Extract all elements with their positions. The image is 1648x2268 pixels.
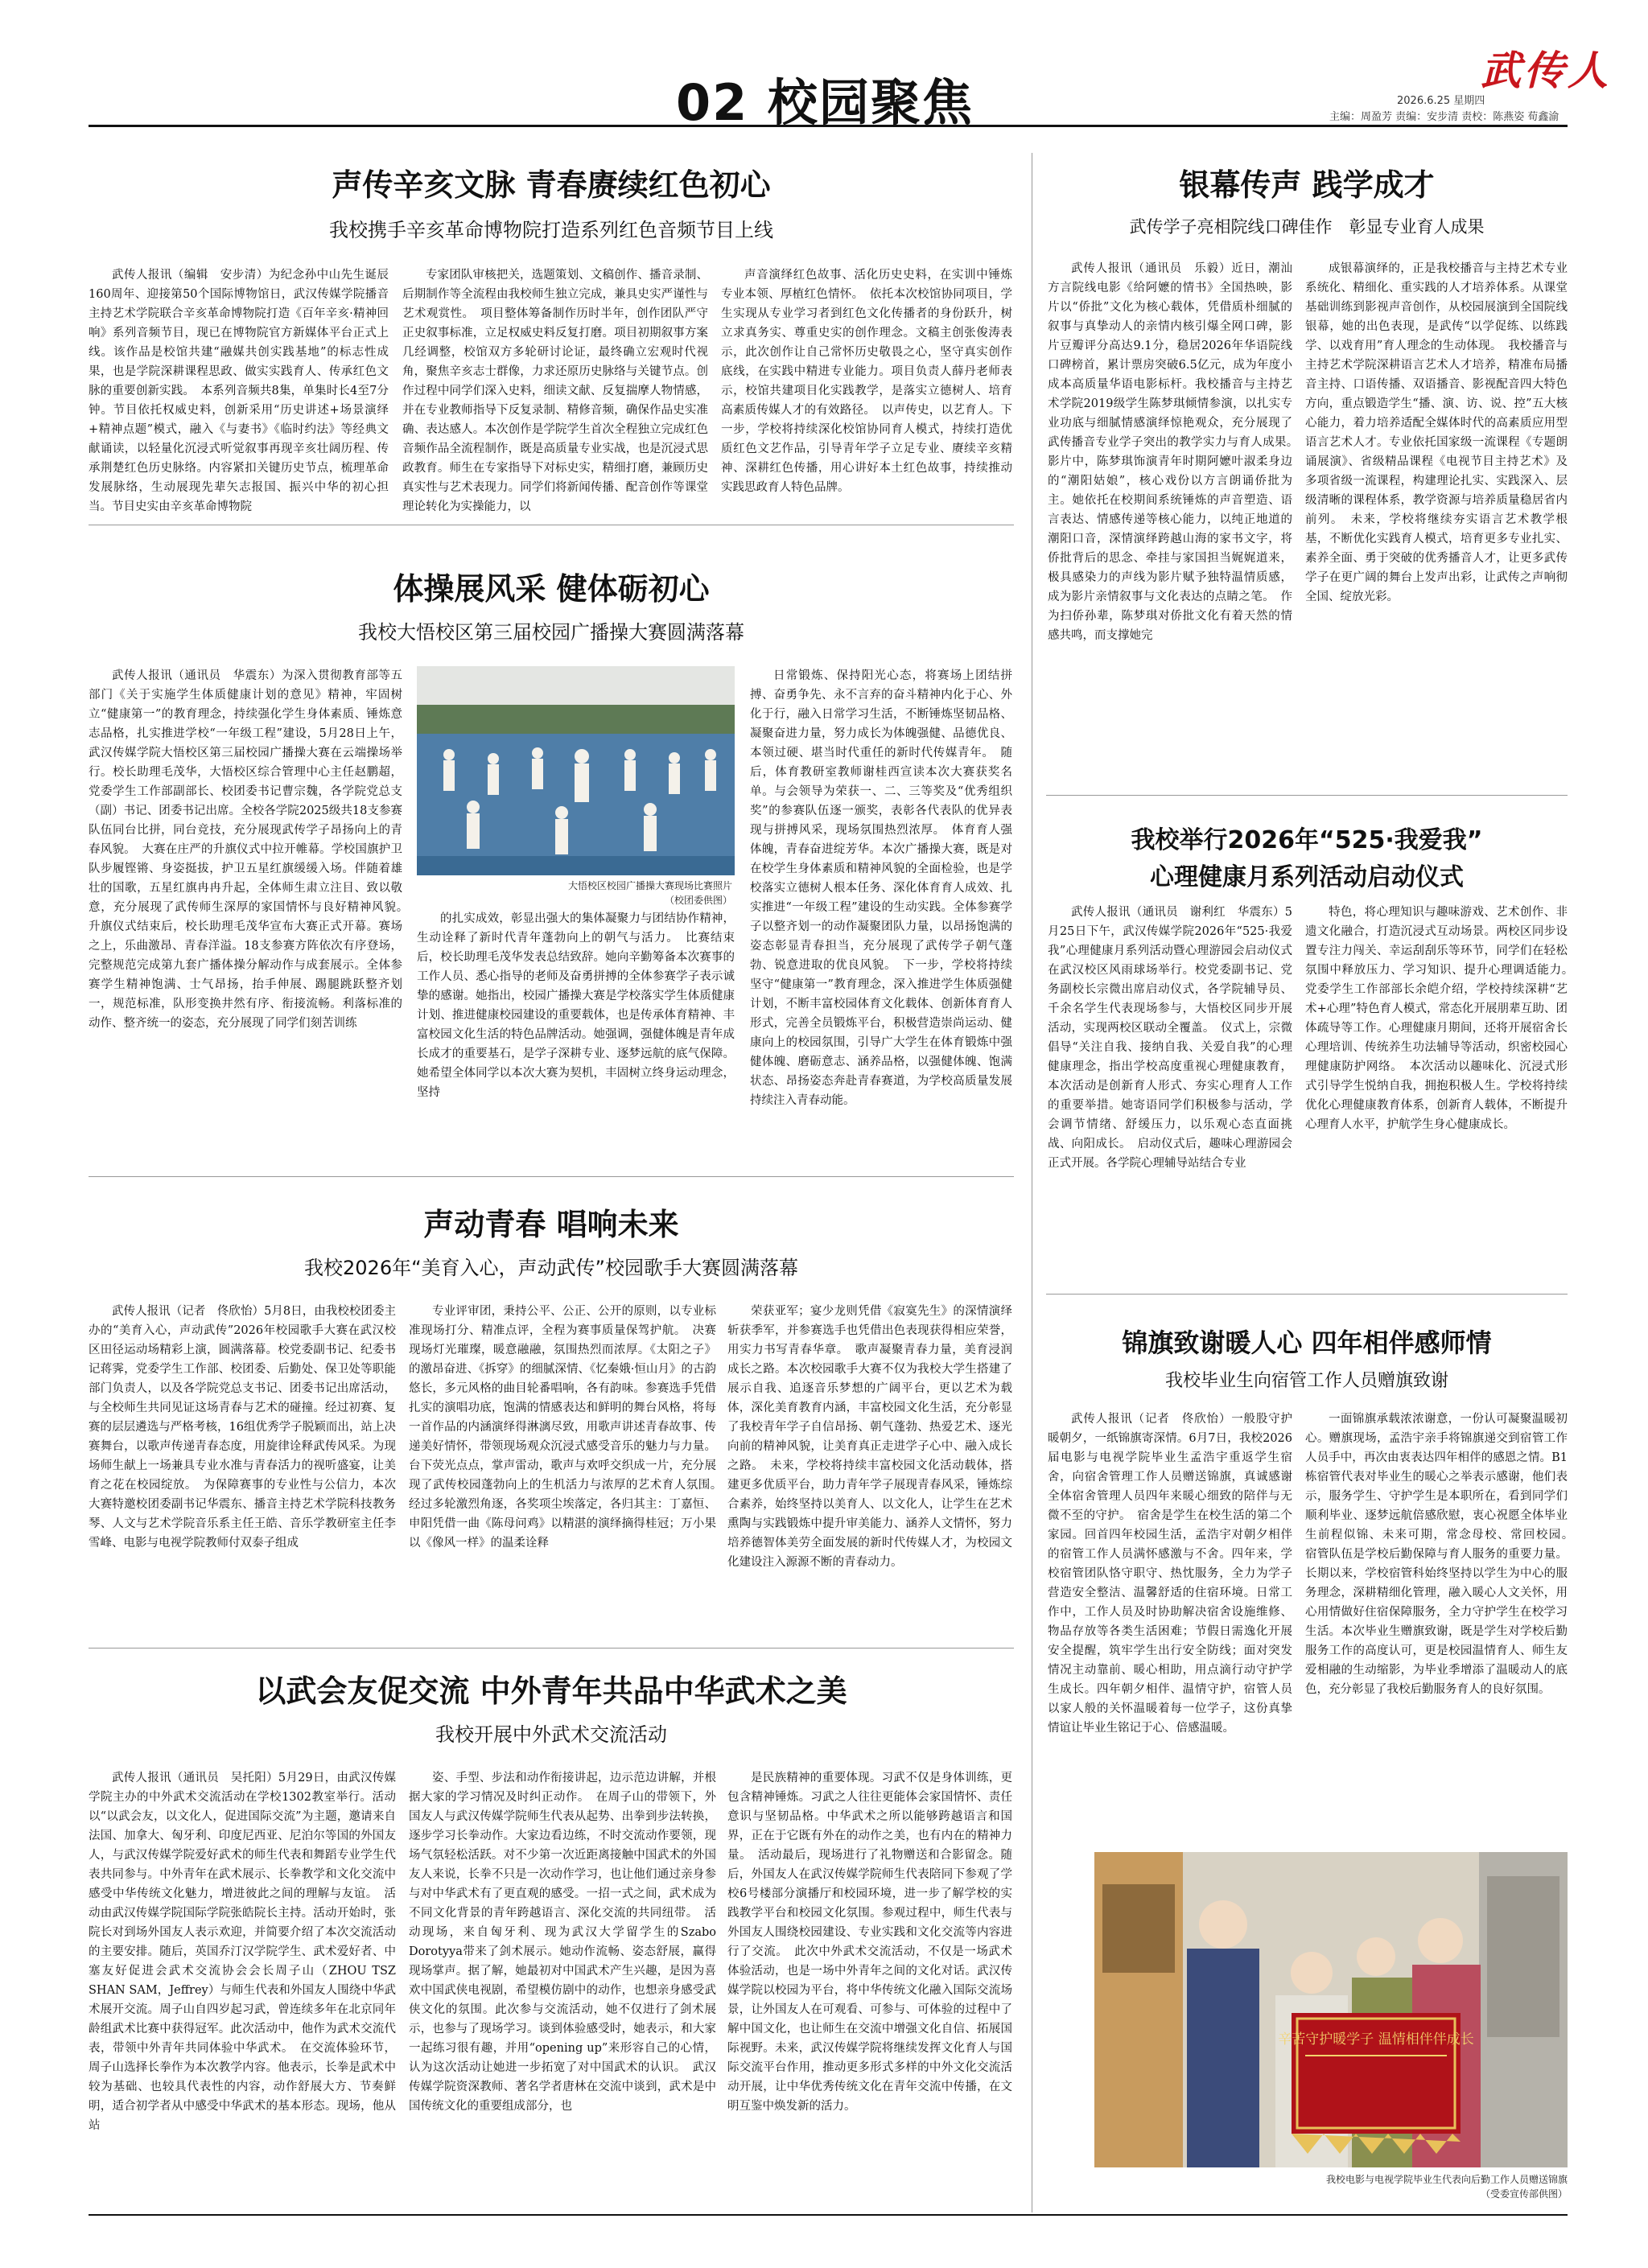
a1-title: 声传辛亥文脉 青春赓续红色初心: [332, 167, 771, 203]
a3-subtitle: 我校2026年“美育入心，声动武传”校园歌手大赛圆满落幕: [304, 1257, 798, 1279]
a1-col1: 武传人报讯（编辑 安步清）为纪念孙中山先生诞辰160周年、迎接第50个国际博物馆日，武汉传媒学院播音主持艺术学院联合辛亥革命博物院打造《百年辛亥·精神回响》系列音频节目，现已在博物院官方新媒体平台正式上线。该作品是校馆共建“融媒共创实践基地”的标志性成果，也是学院深耕课程思政、做实实践育人、传承红色文脉的重要创新实践。 本系列音频共8集，单集时长4至7分钟。节目依托权威史料，创新采用“历史讲述+场景演绎+精神点题”模式，融入《与妻书》《临时约法》等经典文献诵读，以轻量化沉浸式听觉叙事再现辛亥壮阔历程、传承荆楚红色历史脉络。内容紧扣关键历史节点，梳理革命发展脉络，生动展现先辈矢志报国、振兴中华的初心担当。节目史实由辛亥革命博物院: [89, 269, 389, 513]
a6-col1: 武传人报讯（通讯员 谢利红 华震东）5月25日下午，武汉传媒学院2026年“525·我爱我”心理健康月系列活动暨心理游园会启动仪式在武汉校区风雨球场举行。校党委副书记、党务副校长宗微出席启动仪式，各学院辅导员、千余名学生代表现场参与，大悟校区同步开展活动，实现两校区联动全覆盖。 仪式上，宗微倡导“关注自我、接纳自我、关爱自我”的心理健康理念，指出学校高度重视心理健康教育，本次活动是创新育人形式、夯实心理育人工作的重要举措。她寄语同学们积极参与活动，学会调节情绪、舒缓压力，以乐观心态直面挑战、向阳成长。 启动仪式后，趣味心理游园会正式开展。各学院心理辅导站结合专业: [1048, 906, 1292, 1170]
a1-col2: 专家团队审核把关，选题策划、文稿创作、播音录制、后期制作等全流程由我校师生独立完成，兼具史实严谨性与艺术观赏性。 项目整体筹备制作历时半年，创作团队严守正史叙事标准，立足权威史料反复打磨。项目初期叙事方案几经调整，校馆双方多轮研讨论证，最终确立宏观时代视角，聚焦辛亥志士群像，力求还原历史脉络与关键节点。创作过程中同学们深入史料，细读文献、反复揣摩人物情感，并在专业教师指导下反复录制、精修音频，确保作品史实准确、表达感人。本次创作是学院学生首次全程独立完成红色音频作品全流程制作，既是高质量专业实战，也是沉浸式思政教育。师生在专家指导下对标史实，精细打磨，兼顾历史真实性与艺术表现力。同学们将新闻传播、配音创作等课堂理论转化为实操能力，以: [402, 269, 708, 513]
a3-col2: 专业评审团，秉持公平、公正、公开的原则，以专业标准现场打分、精准点评，全程为赛事质量保驾护航。 决赛现场灯光璀璨，暖意融融，氛围热烈而浓厚。《太阳之子》的激昂奋进、《拆穿》的细腻深情、《忆秦娥·恒山月》的古韵悠长，多元风格的曲目轮番唱响，各有韵味。参赛选手凭借扎实的演唱功底，饱满的情感表达和鲜明的舞台风格，将每一首作品的内涵演绎得淋漓尽致，用歌声讲述青春故事、传递美好情怀，带领现场观众沉浸式感受音乐的魅力与力量。台下荧光点点，掌声雷动，歌声与欢呼交织成一片，充分展现了武传校园蓬勃向上的生机活力与浓厚的艺术育人氛围。 经过多轮激烈角逐，各奖项尘埃落定，各归其主：丁嘉恒、申阳凭借一曲《陈母问鸡》以精湛的演绎摘得桂冠；万小果以《像风一样》的温柔诠释: [409, 1305, 728, 1550]
a2-subtitle: 我校大悟校区第三届校园广播操大赛圆满落幕: [358, 621, 744, 644]
a7-title: 锦旗致谢暖人心 四年相伴感师情: [1122, 1327, 1492, 1358]
a2-title: 体操展风采 健体砺初心: [393, 571, 710, 607]
a4-col3: 是民族精神的重要体现。习武不仅是身体训练，更包含精神锤炼。习武之人往往更能体会家国情怀、责任意识与坚韧品格。中华武术之所以能够跨越语言和国界，正在于它既有外在的动作之美，也有内在的精神力量。 活动最后，现场进行了礼物赠送和合影留念。随后，外国友人在武汉传媒学院师生代表陪同下参观了学校6号楼部分演播厅和校园环境，进一步了解学校的实践教学平台和校园文化氛围。参观过程中，师生代表与外国友人围绕校园建设、专业实践和文化交流等内容进行了交流。 此次中外武术交流活动，不仅是一场武术体验活动，也是一场中外青年之间的文化对话。武汉传媒学院以校园为平台，将中华传统文化融入国际交流场景，让外国友人在可观看、可参与、可体验的过程中了解中国文化，也让师生在交流中增强文化自信、拓展国际视野。未来，武汉传媒学院将继续发挥文化育人与国际交流平台作用，推动更多形式多样的中外文化交流活动开展，让中华优秀传统文化在青年交流中传播，在文明互鉴中焕发新的活力。: [727, 1772, 1012, 2113]
a7-col1: 武传人报讯（记者 佟欣怡）一般股守护暖朝夕，一纸锦旗寄深情。6月7日，我校2026届电影与电视学院毕业生孟浩宇重返学生宿舍，向宿舍管理工作人员赠送锦旗，真诚感谢全体宿舍管理人员四年来暖心细致的陪伴与无微不至的守护。 宿舍是学生在校生活的第二个家园。回首四年校园生活，孟浩宇对朝夕相伴的宿管工作人员满怀感激与不舍。四年来，学校宿管团队恪守职守、热忱服务，全力为学子营造安全整洁、温馨舒适的住宿环境。日常工作中，工作人员及时协助解决宿舍设施维修、物品存放等各类生活困难；节假日需逸化开展安全提醒，筑牢学生出行安全防线；面对突发情况主动靠前、暖心相助，用点滴行动守护学生成长。四年朝夕相伴、温情守护，宿管人员以家人般的关怀温暖着每一位学子，这份真挚情谊让毕业生铭记于心、倍感温暖。: [1048, 1413, 1292, 1735]
editor-credits: 主编：周盈芳 责编：安步清 责校：陈燕姿 荀鑫渝: [1329, 111, 1559, 123]
a5-col2: 成银幕演绎的，正是我校播音与主持艺术专业系统化、精细化、重实践的人才培养体系。从课堂基础训练到影视声音创作，从校园展演到全国院线银幕，她的出色表现，是武传“以学促练、以练践学、以戏育用”育人理念的生动体现。 我校播音与主持艺术学院深耕语言艺术人才培养，精准布局播音主持、口语传播、双语播音、影视配音四大特色方向，重点锻造学生“播、演、访、说、控”五大核心能力，着力培养适配全媒体时代的高素质应用型语言艺术人才。专业依托国家级一流课程《专题朗诵展演》、省级精品课程《电视节目主持艺术》及多项省级一流课程，构建理论扎实、实践深入、层级清晰的课程体系，教学资源与培养质量稳居省内前列。 未来，学校将继续夯实语言艺术教学根基，不断优化实践育人模式，培育更多专业扎实、素养全面、勇于突破的优秀播音人才，让更多武传学子在更广阔的舞台上发声出彩，让武传之声响彻全国、绽放光彩。: [1305, 262, 1568, 603]
banner-photo: [1094, 1852, 1568, 2167]
a6-col2: 特色，将心理知识与趣味游戏、艺术创作、非遗文化融合，打造沉浸式互动场景。两校区同步设置专注力闯关、幸运刮刮乐等环节，同学们在轻松氛围中释放压力、学习知识、提升心理调适能力。 党委学生工作部部长余皑介绍，学校持续深耕“艺术+心理”特色育人模式，常态化开展朋辈互助、团体疏导等工作。心理健康月期间，还将开展宿舍长心理培训、传统养生功法辅导等活动，织密校园心理健康防护网络。 本次活动以趣味化、沉浸式形式引导学生悦纳自我，拥抱积极人生。学校将持续优化心理健康教育体系，创新育人载体，不断提升心理育人水平，护航学生身心健康成长。: [1305, 906, 1580, 1131]
a1-col3: 声音演绎红色故事、活化历史史料，在实训中锤炼专业本领、厚植红色情怀。 依托本次校馆协同项目，学生实现从专业学习者到红色文化传播者的身份跃升，树立求真务实、尊重史实的创作理念。文稿主创张俊涛表示，此次创作让自己常怀历史敬畏之心，坚守真实创作底线，在实践中精进专业能力。项目负责人薛丹老师表示，校馆共建项目化实践教学，是落实立德树人、培育高素质传媒人才的有效路径。 以声传史，以艺育人。下一步，学校将持续深化校馆协同育人模式，持续打造优质红色文艺作品，引导青年学子立足专业、赓续辛亥精神、深耕红色传播，用心讲好本土红色故事，持续推动实践思政育人特色品牌。: [721, 269, 1012, 494]
divider: [1046, 1294, 1568, 1295]
a2-col2: 的扎实成效，彰显出强大的集体凝聚力与团结协作精神，生动诠释了新时代青年蓬勃向上的朝气与活力。 比赛结束后，校长助理毛茂华发表总结致辞。她向辛勤筹备本次赛事的工作人员、悉心指导的老师及奋勇拼搏的全体参赛学子表示诚挚的感谢。她指出，校园广播操大赛是学校落实学生体质健康计划、推进健康校园建设的重要载体，也是传承体育精神、丰富校园文化生活的特色品牌活动。她强调，强健体魄是青年成长成才的重要基石，是学子深耕专业、逐梦远航的底气保障。她希望全体同学以本次大赛为契机，丰固树立终身运动理念，坚持: [417, 912, 735, 1099]
a5-subtitle: 武传学子亮相院线口碑佳作 彰显专业育人成果: [1129, 217, 1485, 237]
banner-photo-caption: 我校电影与电视学院毕业生代表向后勤工作人员赠送锦旗 （受委宣传部供图）: [1325, 2174, 1568, 2200]
a7-subtitle: 我校毕业生向宿管工作人员赠旗致谢: [1164, 1371, 1448, 1391]
issue-date: 2026.6.25 星期四: [1397, 95, 1485, 107]
newspaper-logo: 武传人: [1481, 47, 1611, 94]
gymnastics-photo-caption: 大悟校区校园广播操大赛现场比赛照片 （校团委供图）: [567, 880, 732, 906]
divider: [1046, 795, 1568, 796]
a3-col1: 武传人报讯（记者 佟欣怡）5月8日，由我校校团委主办的“美育入心，声动武传”2026年校园歌手大赛在武汉校区田径运动场精彩上演，圆满落幕。校党委副书记、纪委书记蒋霁，党委学生工作部、校团委、后勤处、保卫处等职能部门负责人，以及各学院党总支书记、团委书记出席活动，与全校师生共同见证这场青春与艺术的碰撞。经过初赛、复赛的层层遴选与严格考核，16组优秀学子脱颖而出，站上决赛舞台，以歌声传递青春态度，用旋律诠释武传风采。为现场师生献上一场兼具专业水准与青春活力的视听盛宴，让美育之花在校园绽放。 为保障赛事的专业性与公信力，本次大赛特邀校团委副书记华震东、播音主持艺术学院科技教务琴、人文与艺术学院音乐系主任王皓、音乐学教研室主任李雪峰、电影与电视学院教师付双泰子组成: [89, 1305, 396, 1550]
a4-col1: 武传人报讯（通讯员 吴托阳）5月29日，由武汉传媒学院主办的中外武术交流活动在学校1302教室举行。活动以“以武会友，以文化人，促进国际交流”为主题，邀请来自法国、加拿大、匈牙利、印度尼西亚、尼泊尔等国的外国友人，与武汉传媒学院爱好武术的师生代表和舞蹈专业学生代表共同参与。中外青年在武术展示、长拳教学和文化交流中感受中华传统文化魅力，增进彼此之间的理解与友谊。 活动由武汉传媒学院国际学院张皓院长主持。活动开始时，张院长对到场外国友人表示欢迎，并简要介绍了本次交流活动的主要安排。随后，英国乔汀汉学院学生、武术爱好者、中塞友好促进会武术交流协会会长周子山（ZHOU TSZ SHAN SAM，Jeffrey）与师生代表和外国友人围绕中华武术展开交流。周子山自四岁起习武，曾连续多年在北京同年龄组武术比赛中获得冠军。此次活动中，他作为武术交流代表，带领中外青年共同体验中华武术。 在交流体验环节，周子山选择长拳作为本次教学内容。他表示，长拳是武术中较为基础、也较具代表性的内容，动作舒展大方、节奏鲜明，适合初学者从中感受中华武术的基本形态。现场，他从站: [89, 1772, 396, 2132]
footer-rule: [89, 2214, 1568, 2216]
a4-col2: 姿、手型、步法和动作衔接讲起，边示范边讲解，并根据大家的学习情况及时纠正动作。 在周子山的带领下，外国友人与武汉传媒学院师生代表从起势、出拳到步法转换，逐步学习长拳动作。大家边看边练，不时交流动作要领，现场气氛轻松活跃。对不少第一次近距离接触中国武术的外国友人来说，长拳不只是一次动作学习，也让他们通过亲身参与对中华武术有了更直观的感受。一招一式之间，武术成为不同文化背景的青年跨越语言、深化交流的共同纽带。 活动现场，来自匈牙利、现为武汉大学留学生的Szabo Dorotyya带来了剑术展示。她动作流畅、姿态舒展，赢得现场掌声。据了解，她最初对中国武术产生兴趣，是因为喜欢中国武侠电视剧，希望模仿剧中的动作，也想亲身感受武侠文化的氛围。此次参与交流活动，她不仅进行了剑术展示，也参与了现场学习。谈到体验感受时，她表示，和大家一起练习很有趣，并用“opening up”来形容自己的心情，认为这次活动让她进一步拓宽了对中国武术的认识。 武汉传媒学院资深教师、著名学者唐林在交流中谈到，武术是中国传统文化的重要组成部分，也: [409, 1772, 716, 2113]
page-title: 02 校园聚焦: [676, 73, 974, 132]
a7-col2: 一面锦旗承载浓浓谢意，一份认可凝聚温暖初心。赠旗现场，孟浩宇亲手将锦旗递交到宿管工作人员手中，再次由衷表达四年相伴的感恩之情。B1栋宿管代表对毕业生的暖心之举表示感谢，他们表示，服务学生、守护学生是本职所在，看到同学们顺利毕业、逐梦远航倍感欣慰，衷心祝愿全体毕业生前程似锦、未来可期，常念母校、常回校园。 宿管队伍是学校后勤保障与育人服务的重要力量。长期以来，学校宿管科始终坚持以学生为中心的服务理念，深耕精细化管理，融入暖心人文关怀，用心用情做好住宿保障服务，全力守护学生在校学习生活。本次毕业生赠旗致谢，既是学生对学校后勤服务工作的高度认可，更是校园温情育人、师生友爱相融的生动缩影，为毕业季增添了温暖动人的底色，充分彰显了我校后勤服务育人的良好氛围。: [1305, 1413, 1580, 1696]
a5-col1: 武传人报讯（通讯员 乐毅）近日，潮汕方言院线电影《给阿嬷的情书》全国热映，影片以“侨批”文化为核心载体，凭借质朴细腻的叙事与真挚动人的亲情内核引爆全网口碑，影片豆瓣评分高达9.1分，稳居2026年华语院线口碑榜首，累计票房突破6.5亿元，成为年度小成本高质量华语电影标杆。我校播音与主持艺术学院2019级学生陈梦琪倾情参演，以扎实专业功底与细腻情感演绎惊艳观众，充分展现了武传播音专业学子突出的教学实力与育人成果。 影片中，陈梦琪饰演青年时期阿嬷叶淑柔身边的“潮阳姑娘”，核心戏份以方言朗诵侨批为主。她依托在校期间系统锤炼的声音塑造、语言表达、情感传递等核心能力，以纯正地道的潮阳口音，深情演绎跨越山海的家书文字，将侨批背后的思念、牵挂与家国担当娓娓道来，极具感染力的声线为影片赋予独特温情质感，成为影片亲情叙事与文化表达的点睛之笔。 作为扫侨孙辈，陈梦琪对侨批文化有着天然的情感共鸣，而支撑她完: [1048, 262, 1304, 642]
a6-title: 我校举行2026年“525·我爱我” 心理健康月系列活动启动仪式: [1131, 826, 1483, 891]
banner-text: 辛苦守护暖学子 温情相伴伴成长: [1278, 2031, 1474, 2048]
a4-title: 以武会友促交流 中外青年共品中华武术之美: [255, 1673, 847, 1709]
a3-col3: 荣获亚军；宴少龙则凭借《寂寞先生》的深情演绎斩获季军，并参赛选手也凭借出色表现获得相应荣誉，用实力书写青春华章。 歌声凝聚青春力量，美育浸润成长之路。本次校园歌手大赛不仅为我校大学生搭建了展示自我、追逐音乐梦想的广阔平台，更以艺术为载体，深化美育教育内涵，丰富校园文化生活，充分彰显了我校青年学子自信昂扬、朝气蓬勃、热爱艺术、逐光向前的精神风貌，让美育真正走进学子心中、融入成长之路。 未来，学校将持续丰富校园文化活动载体，搭建更多优质平台，助力青年学子展现青春风采，锤炼综合素养，始终坚持以美育人、以文化人，让学生在艺术熏陶与实践锻炼中提升审美能力、涵养人文情怀，努力培养德智体美劳全面发展的新时代传媒人才，为校园文化建设注入源源不断的青春动力。: [727, 1305, 1012, 1569]
a3-title: 声动青春 唱响未来: [423, 1207, 679, 1242]
a5-title: 银幕传声 践学成才: [1179, 167, 1435, 203]
a4-subtitle: 我校开展中外武术交流活动: [435, 1723, 667, 1746]
a1-subtitle: 我校携手辛亥革命博物院打造系列红色音频节目上线: [329, 219, 773, 241]
a2-col1: 武传人报讯（通讯员 华震东）为深入贯彻教育部等五部门《关于实施学生体质健康计划的意见》精神，牢固树立“健康第一”的教育理念，持续强化学生身体素质、锤炼意志品格，扎实推进学校“一年级工程”建设，5月28日上午，武汉传媒学院大悟校区第三届校园广播操大赛在云端操场举行。校长助理毛茂华，大悟校区综合管理中心主任赵鹏超，党委学生工作部副部长、校团委书记曹宗魏，各学院党总支（副）书记、团委书记出席。全校各学院2025级共18支参赛队伍同台比拼，同台竞技，充分展现武传学子昂扬向上的青春风貌。 大赛在庄严的升旗仪式中拉开帷幕。学校国旗护卫队步履铿锵、身姿挺拔，护卫五星红旗缓缓入场。伴随着雄壮的国歌，五星红旗冉冉升起，全体师生肃立注目、致以敬意，充分展现了武传师生深厚的家国情怀与良好精神风貌。 升旗仪式结束后，校长助理毛茂华宣布大赛正式开幕。赛场之上，乐曲激昂、青春洋溢。18支参赛方阵依次有序登场，完整规范完成第九套广播体操分解动作与成套展示。全体参赛学生精神饱满、士气昂扬，抬手伸展、踢腿跳跃整齐划一，规范标准，队形变换井然有序、衔接流畅。利落标准的动作、整齐统一的姿态，充分展现了同学们刻苦训练: [89, 669, 414, 1030]
divider: [89, 1176, 1014, 1177]
divider: [89, 1648, 1014, 1649]
gymnastics-photo: [417, 666, 735, 875]
a2-col3: 日常锻炼、保持阳光心态，将赛场上团结拼搏、奋勇争先、永不言弃的奋斗精神内化于心、外化于行，融入日常学习生活，不断锤炼坚韧品格、凝聚奋进力量，努力成长为体魄强健、品德优良、本领过硬、堪当时代重任的新时代传媒青年。 随后，体育教研室教师谢桂西宣读本次大赛获奖名单。与会领导为荣获一、二、三等奖及“优秀组织奖”的参赛队伍逐一颁奖，表彰各代表队的优异表现与拼搏风采，现场氛围热烈浓厚。 体育育人强体魄，青春奋进绽芳华。本次广播操大赛，既是对在校学生身体素质和精神风貌的全面检验，也是学校落实立德树人根本任务、深化体育育人成效、扎实推进“一年级工程”建设的生动实践。全体参赛学子以整齐划一的动作凝聚团队力量，以昂扬饱满的姿态彰显青春担当，充分展现了武传学子朝气蓬勃、锐意进取的优良风貌。 下一步，学校将持续坚守“健康第一”教育理念，深入推进学生体质强健计划，不断丰富校园体育文化载体、创新体育育人形式，完善全员锻炼平台，积极营造崇尚运动、健康向上的校园氛围，引导广大学生在体育锻炼中强健体魄、磨砺意志、涵养品格，以强健体魄、饱满状态、昂扬姿态奔赴青春赛道，为学校高质量发展持续注入青春动能。: [750, 669, 1012, 1107]
